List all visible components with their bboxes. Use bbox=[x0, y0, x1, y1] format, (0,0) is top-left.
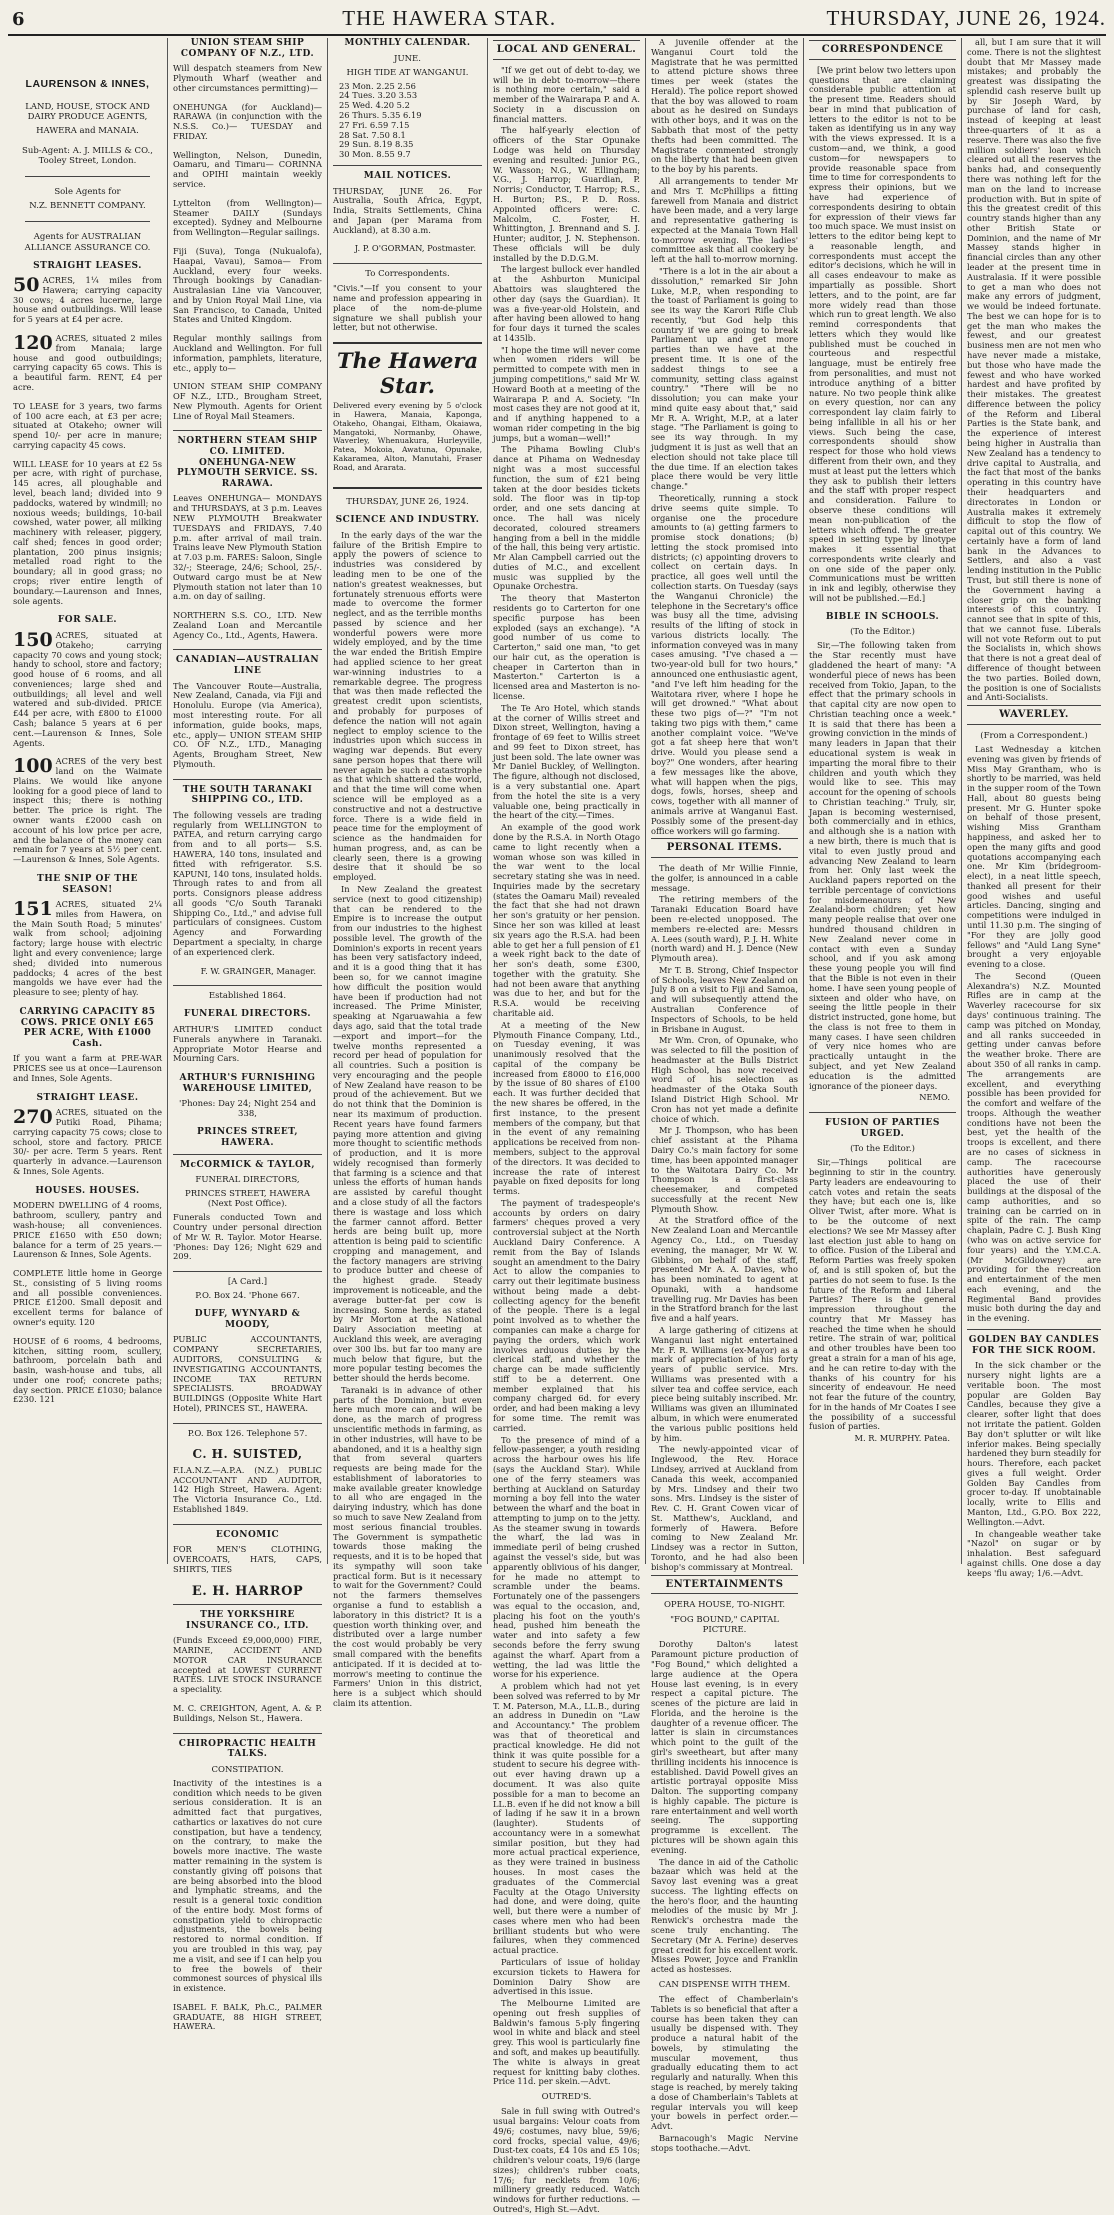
agents-australian: Agents for AUSTRALIAN ALLIANCE ASSURANCE CO. bbox=[24, 232, 151, 253]
duff-po-box: P.O. Box 24. 'Phone 667. bbox=[195, 1291, 300, 1302]
union-steam-ship-heading: UNION STEAM SHIP COMPANY OF N.Z., LTD. bbox=[180, 38, 315, 59]
tide-row: 26 Thurs. 5.35 6.19 bbox=[339, 109, 422, 120]
news-item: The Pihama Bowling Club's dance at Pihama on Wednesday night was a most successful function, the sum of £21 being taken at the door besides tickets sold. The floor was in tip-top order, and one sets dancing at once. The hall was nicely decorated, coloured streamers hanging from a bell in the middle of the hall, this being very artistic. Mr Alan Campbell carried out the duties of M.C., and excellent music was supplied by the Opunake Orchestra. bbox=[493, 444, 640, 592]
letter-signature: NEMO. bbox=[919, 1092, 950, 1103]
newspaper-title: THE HAWERA STAR. bbox=[342, 6, 557, 30]
review-text: The dance in aid of the Catholic bazaar which was held at the Savoy last evening was a great success. The lighting effects on the hero's floor, and the haunting melodies of the music by Mr J. Renwick's orchestra made the scene truly enchanting. The Secretary (Mr A. Ferine) deserves great credit for his excellent work. Misses Power, Joyce and Franklin acted as hostesses. bbox=[651, 1856, 798, 1975]
waverley-heading: WAVERLEY. bbox=[967, 705, 1101, 725]
editorial-paragraph: Taranaki is in advance of other parts of the Dominion, but even here much more can and will be done, as the march of progress unscientific methods in farming, as in other industries, will have to be abandoned, and it is a healthy sign that from several quarters requests are being made for the establishment of laboratories to make available greater knowledge to all who are engaged in the dairying industry, which has done so much to save New Zealand from most serious financial troubles. The Government is sympathetic towards those making the requests, and it is to be hoped that its sympathy will soon take practical form. But is it necessary to wait for the Government? Could not the farmers themselves organise a fund to establish a laboratory in this district? It is a question worth thinking over, and distributed over a large number the cost would probably be very small compared with the benefits anticipated. If it is decided at to-morrow's meeting to continue the Farmers' Union in this district, here is a subject which should claim its attention. bbox=[333, 1384, 482, 1708]
duff-text: PUBLIC ACCOUNTANTS, COMPANY SECRETARIES, AUDITORS, CONSULTING & INVESTIGATING ACCOUNTANTS, INCOME TAX RETURN SPECIALISTS. BROADWAY BUILDINGS (Opposite White Hart Hotel), PRINCES ST., HAWERA. bbox=[173, 1334, 322, 1413]
column-5 bbox=[646, 37, 804, 2153]
nazol-advert: In changeable weather take "Nazol" on sugar or by inhalation. Best safeguard against chills. One dose a day keeps 'flu away; 1/6.—Advt. bbox=[967, 1528, 1101, 1578]
news-item: "There is a lot in the air about a dissolution," remarked Sir John Luke, M.P., when responding to the toast of Parliament is going to see its way the Karori Rifle Club recently, "but God help this country if we are going to break Parliament up and get more parties than we have at the present time. It is one of the saddest things to see a community, setting class against country." "There will be no dissolution; you can make your mind quite easy about that," said Mr R. A. Wright, M.P., at a later stage. "The Parliament is going to see its way through. In my judgment it is just as well that an election should not take place till the due time. If an election takes place there would be very little change." bbox=[651, 265, 798, 492]
review-text: Dorothy Dalton's latest Paramount picture production of "Fog Bound," which delighted a large audience at the Opera House last evening, is in every respect a capital picture. The scenes of the picture are laid in Florida, and the heroine is the daughter of a revenue officer. The latter is slain in circumstances which point to the guilt of the girl's sweetheart, but after many thrilling incidents his innocence is established. David Powell gives an artistic portrayal opposite Miss Dalton. The supporting company is highly capable. The picture is rare entertainment and well worth seeing. The supporting programme is excellent. The pictures will be shown again this evening. bbox=[651, 1639, 798, 1855]
entertainments-heading: ENTERTAINMENTS bbox=[651, 1575, 798, 1595]
duff-wynyard-moody-heading: DUFF, WYNYARD & MOODY, bbox=[194, 1309, 301, 1330]
houses-heading: HOUSES. HOUSES. bbox=[35, 1185, 140, 1196]
dispense-heading: CAN DISPENSE WITH THEM. bbox=[658, 1979, 791, 1990]
news-item: The Te Aro Hotel, which stands at the corner of Willis street and Dixon street, Wellington, having a frontage of 69 feet to Willis street and 99 feet to Dixon street, has just been sold. The late owner was Mr Daniel Buckley, of Wellington. The figure, although not disclosed, is a very substantial one. Apart from the hotel the site is a very valuable one, being practically in the heart of the city.—Times. bbox=[493, 702, 640, 821]
personal-item: Mr Wm. Cron, of Opunake, who was selected to fill the position of headmaster at the Bulls District High School, has now received word of his selection as headmaster of the Otaka South Island District High School. Mr Cron has not yet made a definite choice of which. bbox=[651, 1035, 798, 1124]
to-correspondents-text: "Civis."—If you consent to your name and profession appearing in place of the nom-de-plume signature we shall publish your letter, but not otherwise. bbox=[333, 283, 482, 333]
issue-date: THURSDAY, JUNE 26, 1924. bbox=[346, 497, 469, 508]
to-editor: (To the Editor.) bbox=[850, 627, 915, 638]
cal-text: The Vancouver Route—Australia, New Zealand, Canada, via Fiji and Honolulu. Europe (via America), most interesting route. For all information, guide books, maps, etc., apply— UNION STEAM SHIP CO. OF N.Z., LTD., Managing Agents, Brougham Street, New Plymouth. bbox=[173, 680, 322, 769]
firm-name: LAURENSON & INNES, bbox=[25, 78, 150, 90]
arthurs-princes-street: PRINCES STREET, HAWERA. bbox=[196, 1127, 299, 1148]
ad-house-six-rooms: HOUSE of 6 rooms, 4 bedrooms, kitchen, sitting room, scullery, bathroom, porcelain bath and basin, wash-house and tubs, all under one roof; concrete paths; day section. PRICE £1030; balance £230. 121 bbox=[13, 1335, 162, 1405]
constipation-heading: CONSTIPATION. bbox=[211, 1764, 284, 1775]
news-item: The Melbourne Limited are opening out fresh supplies of Baldwin's famous 5-ply fingering wool in white and black and steel grey. This wool is particularly fine and soft, and makes up beautifully. The white is always in great request for knitting baby clothes. Price 11d. per skein.—Advt. bbox=[493, 1998, 640, 2087]
editor-note: [We print below two letters upon questions that are claiming considerable public attention at the present time. Readers should bear in mind that publication of letters to the editor is not to be taken as identifying us in any way with the views expressed. It is a custom—and, we think, a good custom—for newspapers to provide reasonable space from time to time for correspondents to express their opinions, but we have had experience of correspondents desiring to obtain for expression of their views far too much space. We must insist on letters to the editor being kept to a reasonable length, and correspondents must accept the editor's decisions, which he will in all cases endeavour to make as impartially as possible. Short letters, and to the point, are far more widely read than those which run to great length. We also remind correspondents that letters which they would like published must be couched in courteous and respectful language, must be entirely free from personalities, and must not introduce anything of a bitter nature. No two people think alike on every question, nor can any correspondent lay claim fairly to being infallible in all his or her views. Such being the case, correspondents should show respect for those who hold views different from their own, and they must at least put the letters which they ask to publish their letters and the staff with proper respect and consideration. Failure to observe these conditions will mean non-publication of the letters which offend. The greater speed in setting type by linotype makes it essential that correspondents write clearly and on one side of the paper only. Communications must be written in ink and legibly, otherwise they will not be published.—Ed.] bbox=[809, 64, 956, 603]
ad-will-lease: WILL LEASE for 10 years at £2 5s per acre, with right of purchase, 145 acres, all ploughable and level, beach land; divided into 9 paddocks, watered by windmill; no noxious weeds; buildings, 10-bail cowshed, water power, all milking machinery with releaser, piggery, calf shed; fences in good order; plantation, 200 pinus insignis; metalled road right to the boundary; all in good grass; no crops; river entire length of boundary.—Laurenson and Innes, sole agents. bbox=[13, 458, 162, 606]
arthurs-company: ARTHUR'S FURNISHING WAREHOUSE LIMITED, bbox=[179, 1073, 316, 1094]
personal-item: A large gathering of citizens at Wanganui last night entertained Mr. F. R. Williams (ex-Mayor) as a mark of appreciation of his forty years of public service. Mrs. Williams was presented with a silver tea and coffee service, each piece being suitably inscribed. Mr. Williams was given an illuminated album, in which were enumerated the various public positions held by him. bbox=[651, 1325, 798, 1443]
ad-150-acres: 150 ACRES, situated at Otakeho; carrying capacity 70 cows and young stock; handy to school, store and factory; good house of 6 rooms, and all conveniences; large shed and outbuildings; all level and well watered and sub-divided. PRICE £44 per acre, with £800 to £1000 Cash; balance 5 years at 6 per cent.—Laurenson & Innes, Sole Agents. bbox=[13, 628, 162, 748]
outreds-text: Sale in full swing with Outred's usual bargains: Velour coats from 49/6; costumes, navy blue, 59/6; cord frocks, special value, 49/6; Dust-tex coats, £4 10s and £5 10s; children's velour coats, 19/6 (large sizes); children's rubber coats, 17/6; fur necklets from 10/6; millinery greatly reduced. Watch windows for further reductions. —Outred's, High St.—Advt. bbox=[493, 2106, 640, 2214]
news-item: The half-yearly election of officers of the Star Opunake Lodge was held on Thursday evening and resulted: Junior P.G., W. Wasson; N.G., W. Ellingham; V.G., J. Harrop; Guardian, P. Norris; Conductor, T. Harrop; R.S., H. Burton; P.S., P. D. Ross. Appointed officers were: C. Malcolm, C. Foster, H. Whittington, J. Brennand and S. J. Hunter; auditor, J. N. Stephenson. These officials will be duly installed by the D.D.G.M. bbox=[493, 125, 640, 263]
tide-row: 23 Mon. 2.25 2.56 bbox=[339, 80, 416, 91]
balk-signature: ISABEL F. BALK, Ph.C., PALMER GRADUATE, 88 HIGH STREET, HAWERA. bbox=[173, 2001, 322, 2032]
economic-heading: ECONOMIC bbox=[173, 1524, 322, 1541]
golden-bay-heading: GOLDEN BAY CANDLES FOR THE SICK ROOM. bbox=[967, 1329, 1101, 1356]
monthly-calendar-heading: MONTHLY CALENDAR. bbox=[344, 38, 471, 48]
personal-items-heading: PERSONAL ITEMS. bbox=[651, 838, 798, 858]
carrying-capacity: CARRYING CAPACITY 85 COWS. PRICE ONLY £65 PER ACRE, With £1000 Cash. bbox=[19, 1006, 156, 1049]
divider bbox=[25, 221, 150, 222]
personal-item: The retiring members of the Taranaki Education Board have been re-elected unopposed. The members re-elected are: Messrs A. Lees (south ward), P. J. H. White (north ward) and H. J. Dence (New Plymouth area). bbox=[651, 894, 798, 964]
hawera-star-title: The Hawera Star. bbox=[336, 348, 479, 398]
news-item: An example of the good work done by the R.S.A. in North Otago came to light recently when a woman whose son was killed in the war went to the local secretary stating she was in need. Inquiries made by the secretary (states the Oamaru Mail) revealed the fact that she had not drawn her son's gratuity or her pension. Since her son was killed at least six years ago the R.S.A. had been able to get her a full pension of £1 a week right back to the date of her son's death, some £300, together with the gratuity. She had not been aware that anything was due to her, and but for the R.S.A. would be receiving charitable aid. bbox=[493, 822, 640, 1019]
bible-schools-heading: BIBLE IN SCHOOLS. bbox=[825, 611, 940, 622]
bennett-company: N.Z. BENNETT COMPANY. bbox=[29, 201, 146, 212]
from-correspondent: (From a Correspondent.) bbox=[980, 730, 1088, 741]
northern-steam-ship-heading: NORTHERN STEAM SHIP CO. LIMITED. ONEHUNGA-NEW PLYMOUTH SERVICE. SS. RARAWA. bbox=[173, 430, 322, 489]
sub-agent: Sub-Agent: A. J. MILLS & CO., Tooley Street, London. bbox=[22, 146, 153, 167]
barnacough-advert: Barnacough's Magic Nervine stops toothache.—Advt. bbox=[651, 2132, 798, 2153]
creighton-agent: M. C. CREIGHTON, Agent, A. & P. Buildings, Nelson St., Hawera. bbox=[173, 1702, 322, 1723]
uss-signature: UNION STEAM SHIP COMPANY OF N.Z., LTD., Brougham Street, New Plymouth. Agents for Orient Line of Royal Mail Steamers. bbox=[173, 381, 322, 421]
page-number: 6 bbox=[12, 9, 25, 30]
firm-tagline: LAND, HOUSE, STOCK AND DAIRY PRODUCE AGENTS, bbox=[25, 102, 150, 123]
calendar-month: JUNE. bbox=[394, 53, 421, 64]
hawera-star-nameplate bbox=[333, 342, 482, 489]
sole-agents: Sole Agents for bbox=[54, 187, 121, 198]
suisted-po-box: P.O. Box 126. Telephone 57. bbox=[173, 1423, 322, 1439]
news-item: To the presence of mind of a fellow-passenger, a youth residing across the harbour owes his life (says the Auckland Star). While one of the ferry steamers was berthing at Auckland on Saturday morning a boy fell into the water between the wharf and the boat in attempting to jump on to the jetty. As the steamer swung in towards the wharf, the lad was in immediate peril of being crushed against the vessel's side, but was apparently oblivious of his danger, for he made no attempt to scramble under the beams. Fortunately one of the passengers was equal to the occasion, and, placing his foot on the youth's head, pushed him beneath the water and into safety a few seconds before the ferry swung against the wharf. Apart from a wetting, the lad was little the worse for his experience. bbox=[493, 1434, 640, 1680]
uss-lyttelton: Lyttelton (from Wellington)— Steamer DAILY (Sundays excepted). Sydney and Melbourne from Wellington—Regular sailings. bbox=[173, 197, 322, 238]
tide-row: 30 Mon. 8.55 9.7 bbox=[339, 149, 411, 160]
news-item: The largest bullock ever handled at the Ashburton Municipal Abattoirs was slaughtered the other day (says the Guardian). It was a five-year-old Holstein, and after having been allowed to hang for four days it turned the scales at 1435lb. bbox=[493, 264, 640, 343]
personal-item: Mr T. B. Strong, Chief Inspector of Schools, leaves New Zealand on July 8 on a visit to Fiji and Samoa, and will subsequently attend the Australian Conference of Inspectors of Schools, to be held in Brisbane in August. bbox=[651, 964, 798, 1034]
stsc-signature: F. W. GRAINGER, Manager. bbox=[200, 965, 316, 976]
news-item: "If we get out of debt to-day, we will be in debt to-morrow—there is nothing more certain," said a member of the Wairarapa P. and A. Society in a discussion on financial matters. bbox=[493, 64, 640, 124]
calendar-subtitle: HIGH TIDE AT WANGANUI. bbox=[346, 67, 469, 78]
column-2 bbox=[168, 38, 328, 2032]
ad-pre-war: If you want a farm at PRE-WAR PRICES see us at once—Laurenson and Innes, Sole Agents. bbox=[13, 1053, 162, 1083]
news-item: A juvenile offender at the Wanganui Court told the Magistrate that he was permitted to attend picture shows three times per week (states the Herald). The police report showed that the boy was allowed to roam about as he desired on Sundays with other boys, and it was on the Sabbath that most of the petty thefts had been committed. The Magistrate commented strongly on the liberty that had been given to the boy by his parents. bbox=[651, 37, 798, 175]
suisted-text: F.I.A.N.Z.—A.P.A. (N.Z.) PUBLIC ACCOUNTANT AND AUDITOR, 142 High Street, Hawera. Agent: The Victoria Insurance Co., Ltd. Established 1849. bbox=[173, 1464, 322, 1514]
chiropractic-text: Inactivity of the intestines is a condition which needs to be given serious consideration. It is an admitted fact that purgatives, cathartics or laxatives do not cure constipation, but have a tendency, on the contrary, to make the bowels more inactive. The waste matter remaining in the system is constantly giving off poisons that are being absorbed into the blood and lymphatic streams, and the result is a general toxic condition of the entire body. Most forms of constipation yield to chiropractic adjustments, the bowels being restored to normal condition. If you are troubled in this way, pay me a visit, and see if I can help you to free the bowels of their commonest sources of physical ills in existence. bbox=[173, 1777, 322, 1994]
letter-text: Sir,—Things political are beginning to stir in the country. Party leaders are endeavouring to catch votes and retain the seats they have; but each one is, like Oliver Twist, after more. What is to be the outcome of next elections? We see Mr Massey after last election just able to hang on to office. Fusion of the Liberal and Reform Parties was freely spoken of, and is still spoken of, but the parties do not seem to fuse. Is the future of the Reform and Liberal Parties? There is the general impression throughout the country that Mr Massey has reached the time when he should retire. The strain of war, political and other troubles have been too great a strain for a man of his age, and he can retire to-day with the thanks of his country for his sincerity of endeavour. He need not fear the future of the country, for in the hands of Mr Coates I see the possibility of a successful fusion of parties. bbox=[809, 1157, 956, 1432]
ad-100-acres: 100 ACRES of the very best land on the Waimate Plains. We would like anyone looking for a good piece of land to inspect this; there is nothing better. The price is right. The owner wants £2000 cash on account of his low price per acre, and the balance of the money can remain for 7 years at 5½ per cent.—Laurenson & Innes, Sole Agents. bbox=[13, 755, 162, 865]
mccormick-funeral: FUNERAL DIRECTORS, bbox=[195, 1175, 300, 1186]
yorkshire-heading: THE YORKSHIRE INSURANCE CO., LTD. bbox=[173, 1604, 322, 1631]
for-sale-heading: FOR SALE. bbox=[57, 615, 118, 626]
letter-continued: all, but I am sure that it will come. There is not the slightest doubt that Mr Massey made mistakes; and probably the greatest was dissipating the splendid cash reserve built up by Sir Joseph Ward, by purchase of land for cash, instead of keeping at least three-quarters of it as a reserve. There was also the five million soldiers' loan which cleared out all the reserves the banks had, and consequently there was nothing left for the man on the land to increase production with. But in spite of this the greatest credit of this country stands higher than any other British State or Dominion, and the name of Mr Massey stands higher in financial circles than any other leader at the present time in Australasia. If it were possible to get a man who does not make any errors of judgment, we would be indeed fortunate. The best we can hope for is to get the man who makes the fewest, and our greatest business men are not men who have never made a mistake, but those who have made the fewest and who have worked hardest and have profited by their mistakes. The greatest difference between the policy of the Reform and Liberal Parties is the State bank, and the experience of interest being higher in Australia than New Zealand has a tendency to drive capital to Australia, and the fact that most of the banks operating in this country have their headquarters and directorates in London or Australia makes it extremely difficult to stop the flow of capital out of this country. We certainly have a form of land bank in the Advances to Settlers, and also a vast lending institution in the Public Trust, but still there is none of the Government having a closer grip on the banking interests of this country. I cannot see that in spite of this, that we cannot fuse. Liberals will not vote Reform out to put the Socialists in, which shows that there is not a great deal of difference of thought between the two parties. Boiled down, the position is one of Socialists and Anti-Socialists. bbox=[967, 37, 1101, 703]
issue-date-header: THURSDAY, JUNE 26, 1924. bbox=[826, 6, 1106, 30]
uss-regular: Regular monthly sailings from Auckland and Wellington. For full information, pamphlets, literature, etc., apply to— bbox=[173, 333, 322, 373]
tide-row: 25 Wed. 4.20 5.2 bbox=[339, 100, 410, 111]
news-item: All arrangements to tender Mr and Mrs T. McPhillips a fitting farewell from Manaia and district have been made, and a very large and representative gathering is expected at the Manaia Town Hall to-morrow evening. The ladies' committee ask that all cookery be left at the hall to-morrow morning. bbox=[651, 175, 798, 265]
mccormick-taylor-heading: McCORMICK & TAYLOR, bbox=[173, 1154, 322, 1171]
ad-to-lease: TO LEASE for 3 years, two farms of 100 acre each, at £3 per acre; situated at Otakeho; owner will spend 10/- per acre in manure; carrying capacity 45 cows. bbox=[13, 400, 162, 450]
editorial-paragraph: In New Zealand the greatest service (next to good citizenship) that can be rendered to the Empire is to increase the output from our industries to the highest possible level. The growth of the Dominion's exports in recent years has been very satisfactory indeed, and it is a good thing that it has been so, for we cannot imagine how difficult the position would have been if production had not increased. The Prime Minister, speaking at Ngaruawahia a few days ago, said that the total trade—export and import—for the twelve months represented a record per head of population for all countries. Such a position is very encouraging and the people of New Zealand have reason to be proud of the achievement. But we do not think that the Dominion is near its maximum of production. Recent years have found farmers paying more attention and giving more thought to scientific methods of production, and it is more widely recognised than formerly that farming is a science and that unless the efforts of human hands are assisted by careful thought and a close study of all the factors there is wastage and loss which the farmer cannot afford. Better herds are being built up, more attention is being paid to scientific cropping and management, and the factory managers are striving to produce butter and cheese of the highest grade. Steady improvement is noticeable, and the average butter-fat per cow is increasing. Some herds, as stated by Mr Morton at the National Dairy Association meeting at Auckland this week, are averaging over 300 lbs. but far too many are much below that figure, but the more popular testing becomes the better should the herds become. bbox=[333, 884, 482, 1384]
ad-120-acres: 120 ACRES, situated 2 miles from Manaia; large house and good outbuildings; carrying capacity 65 cows. This is a beautiful farm. RENT, £4 per acre. bbox=[13, 332, 162, 392]
firm-location: HAWERA and MANAIA. bbox=[36, 126, 139, 137]
letter-text: Sir,—The following taken from the Star recently must have gladdened the heart of many: "A wonderful piece of news has been received from Tokio, Japan, to the effect that the primary schools in that capital city are now open to Christian teaching once a week." It is said that there has been a growing conviction in the minds of many leaders in Japan that their educational system is weak in imparting the moral fibre to their children and youth which they would like to see. This may account for the opening of schools to Christian teaching." Truly, sir, Japan is becoming westernised, both commercially and in ethics, and although she is a nation with a new birth, there is much that is vital to even justly proud and advancing New Zealand to learn from her. Only last week the Auckland papers reported on the terrible percentage of convictions for misdemeanours of New Zealand-born children; yet how many people realise that over one hundred thousand children in New Zealand never come in contact with even a Sunday school, and if you ask among these young people you will find that the Bible is not even in their home. I have seen young people of sixteen and older who have, on seeing the little people in their district instructed, gone home, but the class is not free to them in many cases. I have seen children of very nice homes who are practically untaught in the subject, and yet New Zealand education is the admitted ignorance of the pioneer days. bbox=[809, 640, 956, 1091]
news-item: At a meeting of the New Plymouth Finance Company, Ltd., on Tuesday evening, it was unanimously resolved that the capital of the company be increased from £8000 to £16,000 by the issue of 80 shares of £100 each. It was further decided that the new shares be offered, in the first instance, to the present members of the company, but that in the event of any remaining applications be received from non-members, subject to the approval of the directors. It was decided to increase the rate of interest payable on fixed deposits for long terms. bbox=[493, 1019, 640, 1197]
column-4 bbox=[488, 38, 646, 2214]
column-3 bbox=[328, 38, 488, 1708]
arthurs-text: ARTHUR'S LIMITED conduct Funerals anywhere in Taranaki. Appropriate Motor Hearse and Mourning Cars. bbox=[173, 1024, 322, 1064]
mccormick-address: PRINCES STREET, HAWERA (Next Post Office). bbox=[185, 1189, 310, 1210]
uss-fiji: Fiji (Suva), Tonga (Nukualofa), Haapai, Vavau), Samoa— From Auckland, every four weeks. Through bookings by Canadian-Australasian Line via Vancouver, and by Union Royal Mail Line, via San Francisco, to Canada, United States and United Kingdom. bbox=[173, 245, 322, 325]
letter-signature: M. R. MURPHY. Patea. bbox=[854, 1433, 950, 1444]
ad-270-acres: 270 ACRES, situated on the Putiki Road, Pihama; carrying capacity 75 cows; close to school, store and factory. PRICE 30/- per acre. Term 5 years. Rent quarterly in advance.—Laurenson & Innes, Sole Agents. bbox=[13, 1106, 162, 1177]
uss-wellington: Wellington, Nelson, Dunedin, Oamaru, and Timaru— CORINNA and OPIHI maintain weekly service. bbox=[173, 149, 322, 190]
news-item: "I hope the time will never come when women riders will be permitted to compete with men in jumping competitions," said Mr W. Howard Booth at a meeting of the Wairarapa P. and A. Society. "In most cases they are not good at it, and if anything happened to a woman rider competing in the big jumps, but a woman—well!" bbox=[493, 344, 640, 443]
opera-house-heading: OPERA HOUSE, TO-NIGHT. bbox=[663, 1600, 786, 1611]
mail-notices-text: THURSDAY, JUNE 26. For Australia, South Africa, Egypt, India, Straits Settlements, China and Japan (per Marama from Auckland), at 8.30 a.m. bbox=[333, 185, 482, 235]
nss-signature: NORTHERN S.S. CO., LTD. New Zealand Loan and Mercantile Agency Co., Ltd., Agents, Hawera. bbox=[173, 610, 322, 640]
divider bbox=[25, 176, 150, 177]
tide-row: 24 Tues. 3.20 3.53 bbox=[339, 90, 418, 101]
established-1864: Established 1864. bbox=[173, 985, 322, 1001]
news-item: The payment of tradespeople's accounts by orders on dairy farmers' cheques proved a very controversial subject at the North Auckland Dairy Conference. A remit from the Bay of Islands sought an amendment to the Dairy Act to allow the companies to carry out their legitimate business without being made a debt-collecting agency for the benefit of the people. There is a legal point involved as to whether the companies can make a charge for paying the orders, which work involves arduous duties by the clerical staff, and whether the charge can be made sufficiently stiff to be a deterrent. One member explained that his company charged 6d. for every order, and had been making a levy for some time. The remit was carried. bbox=[493, 1197, 640, 1433]
tide-row: 29 Sun. 8.19 8.35 bbox=[339, 139, 414, 150]
fog-bound-heading: "FOG BOUND," CAPITAL PICTURE. bbox=[670, 1615, 779, 1636]
editorial-paragraph: In the early days of the war the failure of the British Empire to apply the powers of science to industries was considered by leading men to be one of the nation's greatest weaknesses, but fortunately strenuous efforts were made to overcome the former neglect, and as the terrible months passed by science and her wonderful powers were more widely employed, and by the time the war ended the British Empire had applied science to her great war-winning industries to a remarkable degree. The progress that was then made reflected the greatest credit upon scientists, and probably for purposes of defence the nation will not again neglect to employ science to the industries upon which success in waging war depends. But every sane person hopes that there will never again be such a catastrophe as that which shattered the world, and that the time will come when science will be employed as a constructive and not a destructive force. There is a wide field in peace time for the employment of science as the handmaiden for human progress, and, as can be clearly seen, there is a growing desire that it should be so employed. bbox=[333, 529, 482, 883]
golden-bay-advert: In the sick chamber or the nursery night lights are a veritable boon. The most popular are Golden Bay Candles, because they give a clearer, softer light that does not irritate the patient. Golden Bay don't splutter or wilt like inferior makes. Being specially hardened they burn steadily for hours. Therefore, each packet gives a full weight. Order Golden Bay Candles from grocer to-day. If unobtainable locally, write to Ellis and Manton, Ltd., G.P.O. Box 222, Wellington.—Advt. bbox=[967, 1360, 1101, 1527]
arthurs-phones: 'Phones: Day 24; Night 254 and 338, bbox=[179, 1099, 316, 1120]
tide-row: 28 Sat. 7.50 8.1 bbox=[339, 129, 406, 140]
personal-item: Mr J. Thompson, who has been chief assistant at the Pihama Dairy Co.'s main factory for some time, has been appointed manager to the Waitotara Dairy Co. Mr Thompson is a first-class cheesemaker, and competed successfully at the recent New Plymouth Show. bbox=[651, 1125, 798, 1214]
ad-151-acres: 151 ACRES, situated 2¼ miles from Hawera, on the Main South Road; 5 minutes' walk from school; adjoining factory; large house with electric light and every convenience; large shed; divided into numerous paddocks; 4 acres of the best mangolds we have ever had the pleasure to see; plenty of hay. bbox=[13, 898, 162, 998]
personal-item: At the Stratford office of the New Zealand Loan and Mercantile Agency Co., Ltd., on Tuesday evening, the manager, Mr W. W. Gibbins, on behalf of the staff, presented Mr A. A. Davies, who has been nominated to agent at Opunaki, with a handsome travelling rug. Mr Davies has been in the Stratford branch for the last five and a half years. bbox=[651, 1215, 798, 1324]
snip-heading: THE SNIP OF THE SEASON! bbox=[37, 873, 138, 895]
card-label: [A Card.] bbox=[173, 1271, 322, 1287]
to-correspondents-heading: To Correspondents. bbox=[333, 263, 482, 279]
masthead bbox=[8, 6, 1106, 36]
mccormick-text: Funerals conducted Town and Country under personal direction of Mr W. R. Taylor. Motor Hearse. 'Phones: Day 126; Night 629 and 209. bbox=[173, 1212, 322, 1262]
to-editor: (To the Editor.) bbox=[850, 1144, 915, 1155]
uss-intro: Will despatch steamers from New Plymouth Wharf (weather and other circumstances permitting)— bbox=[173, 63, 322, 93]
news-item: The Second (Queen Alexandra's) N.Z. Mounted Rifles are in camp at the Waverley racecourse for six days' continuous training. The camp was pitched on Monday, and all ranks succeeded in getting under canvas before the weather broke. There are about 350 of all ranks in camp. The arrangements are excellent, and everything possible has been provided for the comfort and welfare of the troops. Although the weather conditions have not been the best, yet the health of the troops is excellent, and there are no cases of sickness in camp. The racecourse authorities have generously placed the use of their buildings at the disposal of the camp authorities, and so training can be carried on in spite of the rain. The camp chaplain, Padre C. J. Bush King (who was on active service for four years) and the Y.M.C.A. (Mr McGildowney) are providing for the recreation and entertainment of the men each evening, and the Regimental Band provides music both during the day and in the evening. bbox=[967, 970, 1101, 1324]
personal-item: The newly-appointed vicar of Inglewood, the Rev. Horace Lindsey, arrived at Auckland from Canada this week, accompanied by Mrs. Lindsey and their two sons. Mrs. Lindsey is the sister of Rev. C. H. Grant Cowen vicar of St. Matthew's, Auckland, and formerly of Hawera. Before coming to New Zealand Mr. Lindsey was a rector in Sutton, Toronto, and he had also been bishop's commissary at Montreal. bbox=[651, 1444, 798, 1572]
science-industry-heading: SCIENCE AND INDUSTRY. bbox=[335, 515, 480, 526]
mail-notices-heading: MAIL NOTICES. bbox=[333, 165, 482, 182]
news-item: A problem which had not yet been solved was referred to by Mr T. M. Paterson, M.A., LL.B., during an address in Dunedin on "Law and Accountancy." The problem was that of theoretical and practical knowledge. He did not think it was quite possible for a student to secure his degree with-out ever having drawn up a document. It was also quite possible for a man to become an LL.B. even if he did not know a bill of lading if he saw it in a brown (laughter). Students of accountancy were in a somewhat similar position, but they had more actual practical experience, as they were trained in business houses. In most cases the graduates of the Commercial Faculty at the Otago University had done, and were doing, quite well, but there were a number of cases where men who had been brilliant students but who were failures, when they commenced actual practice. bbox=[493, 1681, 640, 1956]
straight-lease-heading: STRAIGHT LEASE. bbox=[36, 1092, 139, 1103]
column-6 bbox=[804, 38, 962, 1564]
canadian-australian-heading: CANADIAN—AUSTRALIAN LINE bbox=[173, 649, 322, 676]
fusion-parties-heading: FUSION OF PARTIES URGED. bbox=[809, 1112, 956, 1139]
news-item: Theoretically, running a stock drive seems quite simple. To organise one the procedure amounts to (a) getting farmers to promise stock donations; (b) letting the stock promised into districts; (c) appointing drovers to collect on certain days. In practice, all goes well until the collection starts. On Tuesday (says the Wanganui Chronicle) the telephone in the Secretary's office was busy all the time, advising results of the lifting of stock in various districts locally. The information conveyed was in many cases amusing. "I've chased a — two-year-old bull for two hours," announced one enthusiastic agent, "and I've left him heading for the Waitotara river, where I hope he will get drowned." "What about these two pigs of—?" "I'm not taking two pigs with them," came another complaint voice. "We've got a fat sheep here that won't drive. Would you please send a boy?" One wonders, after hearing a few messages like the above, what will happen when the pigs, dogs, fowls, horses, sheep and cows, together with all manner of animals arrive at Wanganui East. Possibly some of the present-day office workers will go farming. bbox=[651, 492, 798, 836]
south-taranaki-heading: THE SOUTH TARANAKI SHIPPING CO., LTD. bbox=[173, 779, 322, 806]
columns bbox=[8, 37, 1106, 2214]
uss-onehunga: ONEHUNGA (for Auckland)— RARAWA (in conjunction with the N.S.S. Co.)— TUESDAY and FRIDAY. bbox=[173, 101, 322, 141]
stsc-text: The following vessels are trading regularly from WELLINGTON to PATEA, and return carrying cargo from and to all ports— S.S. HAWERA, 140 tons, insulated and fitted with refrigerator. S.S. KAPUNI, 140 tons, insulated holds. Through rates to and from all ports. Consignors please address all goods "C/o South Taranaki Shipping Co., Ltd.," and advise full particulars of consignees. Custom Agency and Forwarding Department a specialty, in charge of an experienced clerk. bbox=[173, 809, 322, 957]
funeral-directors-heading: FUNERAL DIRECTORS. bbox=[183, 1009, 312, 1020]
tide-row: 27 Fri. 6.59 7.15 bbox=[339, 119, 410, 130]
yorkshire-text: (Funds Exceed £9,000,000) FIRE, MARINE, ACCIDENT AND MOTOR CAR INSURANCE accepted at LOWEST CURRENT RATES. LIVE STOCK INSURANCE a speciality. bbox=[173, 1635, 322, 1695]
chamberlain-advert: The effect of Chamberlain's Tablets is so beneficial that after a course has been taken they can usually be dispensed with. They produce a natural habit of the bowels, by stimulating the muscular movement, thus gradually educating them to act regularly and naturally. When this stage is reached, by merely taking a dose of Chamberlain's Tablets at regular intervals you will keep your bowels in perfect order.—Advt. bbox=[651, 1993, 798, 2132]
column-7 bbox=[962, 37, 1106, 1578]
news-item: Last Wednesday a kitchen evening was given by friends of Miss May Grantham, who is shortly to be married, was held in the supper room of the Town Hall, about 80 guests being present. Mr G. Hunter spoke on behalf of those present, wishing Miss Grantham happiness, and asked her to open the many gifts and good quotations accompanying each one. Mr Kim (bridegroom-elect), in a neat little speech, thanked all present for their good wishes and useful articles. Dancing, singing and competitions were indulged in until 11.30 p.m. The singing of "For they are jolly good fellows" and "Auld Lang Syne" brought a very enjoyable evening to a close. bbox=[967, 743, 1101, 970]
outreds-heading: OUTRED'S. bbox=[541, 2092, 592, 2103]
straight-leases-heading: STRAIGHT LEASES. bbox=[33, 260, 142, 271]
news-item: Particulars of issue of holiday excursion tickets to Hawera for Dominion Dairy Show are advertised in this issue. bbox=[493, 1957, 640, 1997]
news-item: The theory that Masterton residents go to Carterton for one specific purpose has been exploded (says an exchange). "A good number of us come to Carterton," said one man, "to get our hair cut, as the operation is cheaper in Carterton than in Masterton." Carterton is a licensed area and Masterton is no-license. bbox=[493, 593, 640, 702]
suisted-heading: C. H. SUISTED, bbox=[192, 1446, 303, 1461]
column-1 bbox=[8, 38, 168, 1564]
tide-table bbox=[333, 82, 482, 160]
ad-complete-home: COMPLETE little home in George St., consisting of 5 living rooms and all possible conveniences. PRICE £1200. Small deposit and excellent terms for balance of owner's equity. 120 bbox=[13, 1268, 162, 1328]
local-general-heading: LOCAL AND GENERAL. bbox=[493, 40, 640, 60]
chiropractic-heading: CHIROPRACTIC HEALTH TALKS. bbox=[173, 1733, 322, 1760]
personal-item: The death of Mr Willie Finnie, the golfer, is announced in a cable message. bbox=[651, 863, 798, 893]
economic-text: FOR MEN'S CLOTHING, OVERCOATS, HATS, CAPS, SHIRTS, TIES bbox=[173, 1544, 322, 1574]
delivery-notice: Delivered every evening by 5 o'clock in Hawera, Manaia, Kaponga, Otakeho, Ohangai, Eltham, Okaiawa, Mangatoki, Normanby, Ohawe, Waverley, Whenuakura, Hurleyville, Patea, Mokoia, Awatuna, Opunake, Kakaramea, Alton, Manutahi, Fraser Road, and Ararata. bbox=[333, 400, 482, 473]
ad-50-acres: 50 ACRES, 1¼ miles from Hawera; carrying capacity 30 cows; 4 acres lucerne, large house and outbuildings. Will lease for 5 years at £4 per acre. bbox=[13, 274, 162, 325]
harrop-heading: E. H. HARROP bbox=[191, 1583, 304, 1599]
mail-notices-signature: J. P. O'GORMAN, Postmaster. bbox=[354, 243, 476, 254]
ad-modern-dwelling: MODERN DWELLING of 4 rooms, bathroom, scullery, pantry and wash-house; all conveniences. PRICE £1650 with £50 down; balance for a term of 25 years.—Laurenson & Innes, Sole Agents. bbox=[13, 1200, 162, 1260]
correspondence-heading: CORRESPONDENCE bbox=[809, 40, 956, 60]
nss-text: Leaves ONEHUNGA— MONDAYS and THURSDAYS, at 3 p.m. Leaves NEW PLYMOUTH Breakwater TUESDAYS and FRIDAYS, 7.40 p.m. after arrival of mail train. Trains leave New Plymouth Station at 7.03 p.m. FARES: Saloon, Single 32/-; Steerage, 24/6; School, 25/-. Outward cargo must be at New Plymouth station not later than 10 a.m. on day of sailing. bbox=[173, 493, 322, 602]
